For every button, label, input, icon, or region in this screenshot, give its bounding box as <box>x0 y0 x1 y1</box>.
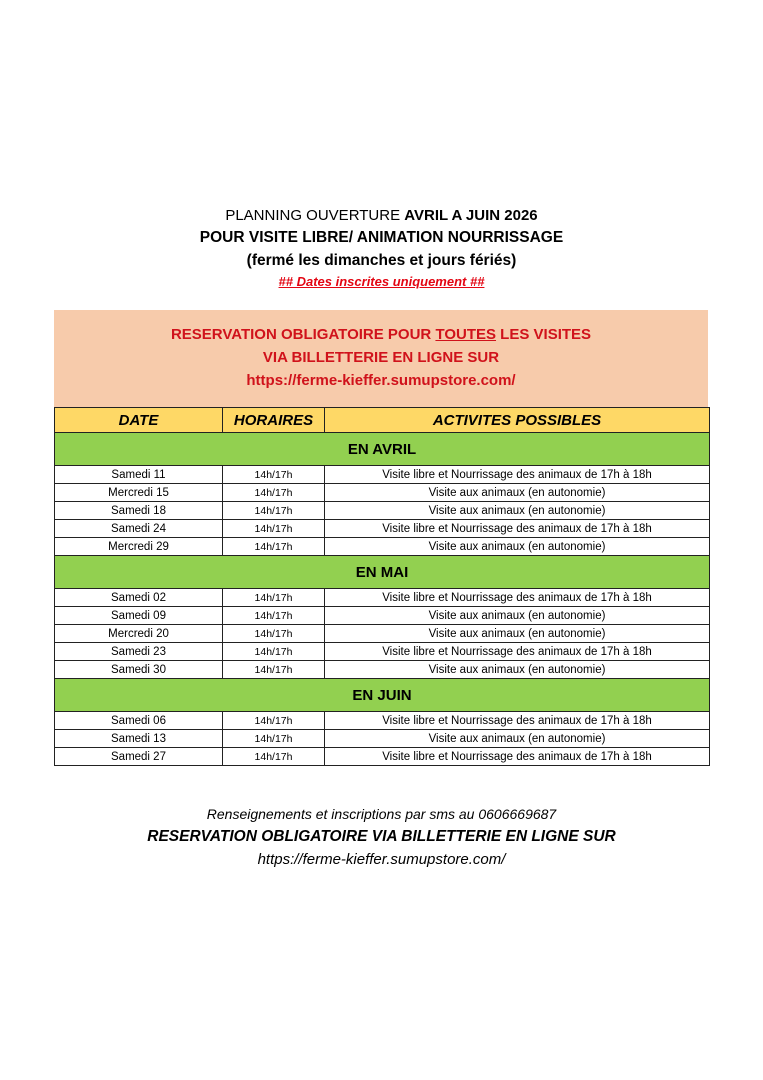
activity-cell: Visite libre et Nourrissage des animaux de 17h à 18h <box>325 466 710 484</box>
dates-only-note: ## Dates inscrites uniquement ## <box>278 274 485 289</box>
closed-days-note: (fermé les dimanches et jours fériés) <box>246 252 517 269</box>
activity-cell: Visite aux animaux (en autonomie) <box>325 538 710 556</box>
table-row <box>55 502 710 520</box>
activity-cell: Visite libre et Nourrissage des animaux de 17h à 18h <box>325 748 710 766</box>
hours-cell: 14h/17h <box>223 502 325 520</box>
month-label: EN JUIN <box>55 679 710 712</box>
header-date: DATE <box>55 408 223 433</box>
date-cell: Samedi 30 <box>55 661 223 679</box>
reservation-line-1: RESERVATION OBLIGATOIRE POUR TOUTES LES VISITES <box>170 326 592 343</box>
activity-cell: Visite libre et Nourrissage des animaux de 17h à 18h <box>325 589 710 607</box>
activity-cell: Visite aux animaux (en autonomie) <box>325 730 710 748</box>
date-cell: Mercredi 29 <box>55 538 223 556</box>
month-label: EN AVRIL <box>55 433 710 466</box>
table-row <box>55 538 710 556</box>
hours-cell: 14h/17h <box>223 520 325 538</box>
schedule-body <box>55 433 710 766</box>
hours-cell: 14h/17h <box>223 589 325 607</box>
table-row <box>55 484 710 502</box>
hours-cell: 14h/17h <box>223 730 325 748</box>
footer-reservation: RESERVATION OBLIGATOIRE VIA BILLETTERIE EN LIGNE SUR <box>147 828 616 845</box>
date-cell: Mercredi 20 <box>55 625 223 643</box>
activity-cell: Visite libre et Nourrissage des animaux de 17h à 18h <box>325 712 710 730</box>
table-row <box>55 730 710 748</box>
footer <box>0 803 763 871</box>
date-cell: Samedi 06 <box>55 712 223 730</box>
table-row <box>55 520 710 538</box>
date-cell: Samedi 27 <box>55 748 223 766</box>
table-header-row <box>55 408 710 433</box>
activity-cell: Visite aux animaux (en autonomie) <box>325 661 710 679</box>
table-row <box>55 607 710 625</box>
date-cell: Samedi 18 <box>55 502 223 520</box>
table-row <box>55 643 710 661</box>
hours-cell: 14h/17h <box>223 712 325 730</box>
table-row <box>55 748 710 766</box>
date-cell: Mercredi 15 <box>55 484 223 502</box>
hours-cell: 14h/17h <box>223 643 325 661</box>
schedule-table <box>54 407 710 766</box>
date-cell: Samedi 23 <box>55 643 223 661</box>
hours-cell: 14h/17h <box>223 484 325 502</box>
month-row <box>55 433 710 466</box>
table-row <box>55 661 710 679</box>
hours-cell: 14h/17h <box>223 748 325 766</box>
activity-cell: Visite aux animaux (en autonomie) <box>325 625 710 643</box>
activity-cell: Visite libre et Nourrissage des animaux de 17h à 18h <box>325 643 710 661</box>
hours-cell: 14h/17h <box>223 625 325 643</box>
date-cell: Samedi 13 <box>55 730 223 748</box>
date-cell: Samedi 24 <box>55 520 223 538</box>
month-label: EN MAI <box>55 556 710 589</box>
month-row <box>55 556 710 589</box>
table-row <box>55 589 710 607</box>
title-line-2: POUR VISITE LIBRE/ ANIMATION NOURRISSAGE <box>199 229 564 246</box>
date-cell: Samedi 02 <box>55 589 223 607</box>
activity-cell: Visite aux animaux (en autonomie) <box>325 607 710 625</box>
footer-sms-info: Renseignements et inscriptions par sms au 0606669687 <box>206 806 557 822</box>
table-row <box>55 466 710 484</box>
reservation-link[interactable]: https://ferme-kieffer.sumupstore.com/ <box>246 372 516 389</box>
table-row <box>55 625 710 643</box>
footer-link[interactable]: https://ferme-kieffer.sumupstore.com/ <box>257 851 506 868</box>
activity-cell: Visite aux animaux (en autonomie) <box>325 484 710 502</box>
header-activities: ACTIVITES POSSIBLES <box>325 408 710 433</box>
month-row <box>55 679 710 712</box>
hours-cell: 14h/17h <box>223 466 325 484</box>
title-line-1: PLANNING OUVERTURE AVRIL A JUIN 2026 <box>225 207 538 224</box>
table-row <box>55 712 710 730</box>
hours-cell: 14h/17h <box>223 538 325 556</box>
title-block <box>0 205 763 292</box>
activity-cell: Visite aux animaux (en autonomie) <box>325 502 710 520</box>
reservation-banner <box>54 310 708 407</box>
hours-cell: 14h/17h <box>223 661 325 679</box>
date-cell: Samedi 09 <box>55 607 223 625</box>
activity-cell: Visite libre et Nourrissage des animaux de 17h à 18h <box>325 520 710 538</box>
header-hours: HORAIRES <box>223 408 325 433</box>
hours-cell: 14h/17h <box>223 607 325 625</box>
reservation-line-2: VIA BILLETTERIE EN LIGNE SUR <box>262 349 500 366</box>
date-cell: Samedi 11 <box>55 466 223 484</box>
